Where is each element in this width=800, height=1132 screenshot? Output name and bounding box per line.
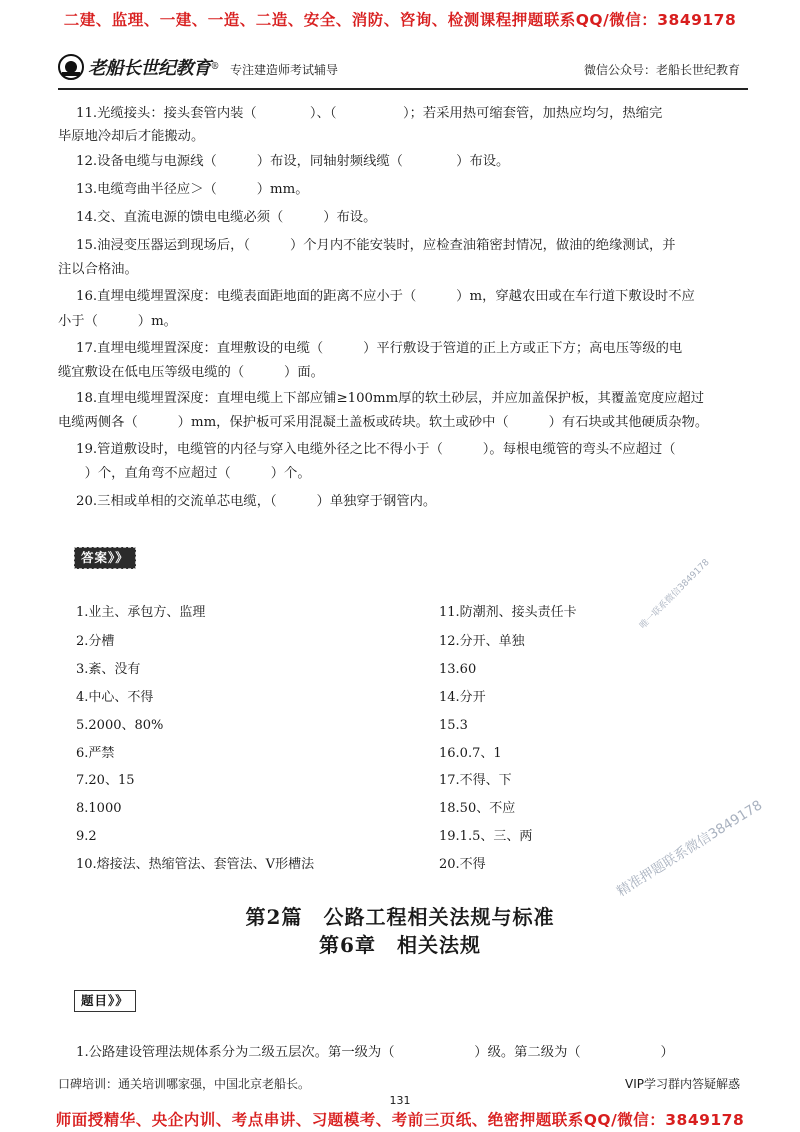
top-promo-banner: 二建、监理、一建、一造、二造、安全、消防、咨询、检测课程押题联系QQ/微信：3849178 <box>63 11 737 29</box>
question-16: 16.直埋电缆埋置深度：电缆表面距地面的距离不应小于（ ）m，穿越农田或在车行道下敷设时不应 <box>76 289 695 304</box>
question-15: 15.油浸变压器运到现场后，（ ）个月内不能安装时，应检查油箱密封情况，做油的绝缘测试，并 <box>76 238 676 253</box>
bottom-promo-banner: 师面授精华、央企内训、考点串讲、习题模考、考前三页纸、绝密押题联系QQ/微信：3849178 <box>55 1111 745 1129</box>
question-19-cont: ）个，直角弯不应超过（ ）个。 <box>58 466 311 481</box>
registered-mark: ® <box>210 62 220 72</box>
question-11-cont: 毕原地冷却后才能搬动。 <box>58 129 205 144</box>
question-17-cont: 缆宜敷设在低电压等级电缆的（ ）面。 <box>58 365 324 380</box>
answer-item: 17.不得、下 <box>439 773 512 788</box>
answer-item: 18.50、不应 <box>439 801 516 816</box>
answer-item: 9.2 <box>76 829 97 844</box>
answer-item: 7.20、15 <box>76 773 135 788</box>
question-19: 19.管道敷设时，电缆管的内径与穿入电缆外径之比不得小于（ ）。每根电缆管的弯头不应超过（ <box>76 442 676 457</box>
answer-section-tag: 答案》》 <box>74 547 136 569</box>
answer-item: 2.分槽 <box>76 634 115 649</box>
logo-text: 老船长世纪教育 <box>88 58 211 79</box>
chapter-title: 第6章 相关法规 <box>319 933 481 957</box>
answer-item: 6.严禁 <box>76 746 115 761</box>
page-header <box>58 52 748 90</box>
answer-item: 15.3 <box>439 718 468 733</box>
answer-item: 14.分开 <box>439 690 486 705</box>
next-question-1: 1.公路建设管理法规体系分为二级五层次。第一级为（ ）级。第二级为（ ） <box>76 1045 674 1060</box>
answer-item: 3.紊、没有 <box>76 662 141 677</box>
answer-item: 10.熔接法、热缩管法、套管法、V形槽法 <box>76 857 315 872</box>
answer-item: 20.不得 <box>439 857 486 872</box>
answer-item: 5.2000、80% <box>76 718 164 733</box>
footer-slogan: 口碑培训：通关培训哪家强，中国北京老船长。 <box>58 1077 311 1091</box>
question-17: 17.直埋电缆埋置深度：直埋敷设的电缆（ ）平行敷设于管道的正上方或正下方；高电压等级的电 <box>76 341 683 356</box>
question-14: 14.交、直流电源的馈电电缆必须（ ）布设。 <box>76 210 377 225</box>
watermark-stamp-large: 精准押题联系微信3849178 <box>614 797 766 900</box>
answer-item: 13.60 <box>439 662 477 677</box>
answer-item: 16.0.7、1 <box>439 746 502 761</box>
ship-captain-logo-icon <box>58 54 84 80</box>
answer-item: 4.中心、不得 <box>76 690 154 705</box>
question-15-cont: 注以合格油。 <box>58 262 138 277</box>
footer-vip-note: VIP学习群内答疑解惑 <box>625 1077 740 1091</box>
question-13: 13.电缆弯曲半径应＞（ ）mm。 <box>76 182 309 197</box>
question-20: 20.三相或单相的交流单芯电缆，（ ）单独穿于钢管内。 <box>76 494 437 509</box>
header-wechat: 微信公众号：老船长世纪教育 <box>583 63 740 77</box>
answer-item: 8.1000 <box>76 801 122 816</box>
question-section-tag: 题目》》 <box>74 990 136 1012</box>
answer-item: 12.分开、单独 <box>439 634 525 649</box>
question-18-cont: 电缆两侧各（ ）mm，保护板可采用混凝土盖板或砖块。软土或砂中（ ）有石块或其他硬质杂物。 <box>58 415 709 430</box>
question-18: 18.直埋电缆埋置深度：直埋电缆上下部应铺≥100mm厚的软土砂层，并应加盖保护板，其覆盖宽度应超过 <box>76 391 705 406</box>
question-11: 11.光缆接头：接头套管内装（ ）、（ ）；若采用热可缩套管，加热应均匀，热缩完 <box>76 106 663 121</box>
answer-item: 19.1.5、三、两 <box>439 829 533 844</box>
page-number: 131 <box>389 1094 411 1107</box>
answer-item: 11.防潮剂、接头责任卡 <box>439 605 577 620</box>
watermark-stamp-small: 唯一联系微信3849178 <box>638 557 712 632</box>
question-16-cont: 小于（ ）m。 <box>58 314 177 329</box>
answer-item: 1.业主、承包方、监理 <box>76 605 206 620</box>
brand-logo <box>58 54 220 80</box>
header-tagline: 专注建造师考试辅导 <box>230 63 339 77</box>
part-title: 第2篇 公路工程相关法规与标准 <box>245 905 555 929</box>
question-12: 12.设备电缆与电源线（ ）布设，同轴射频线缆（ ）布设。 <box>76 154 510 169</box>
